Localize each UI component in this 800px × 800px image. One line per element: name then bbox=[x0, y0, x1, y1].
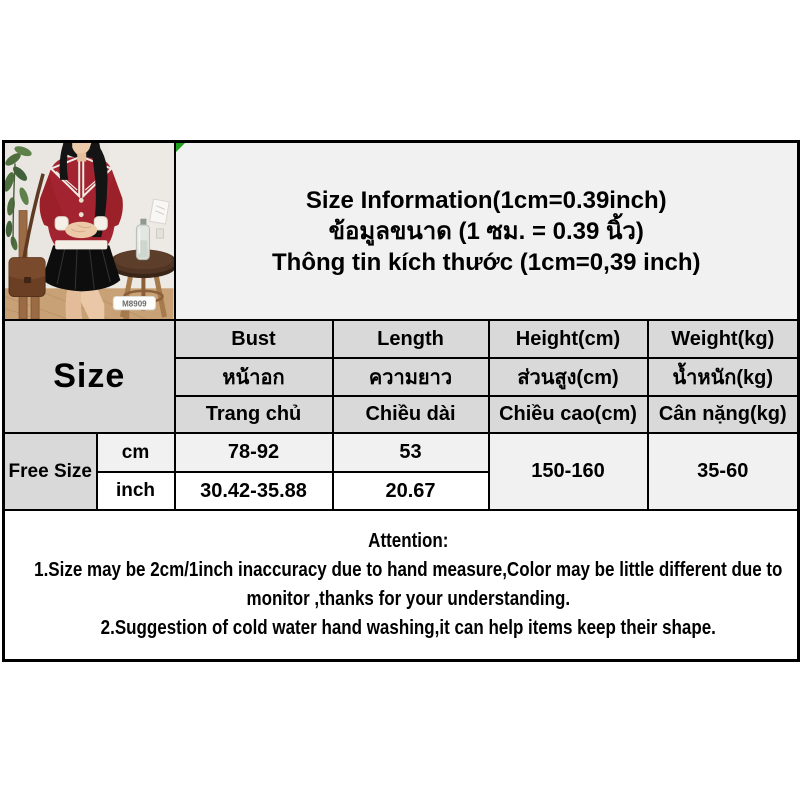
model-neck bbox=[77, 153, 86, 161]
black-skirt bbox=[42, 245, 120, 291]
unit-inch-cell: inch bbox=[97, 472, 175, 510]
cell-corner-marker-icon bbox=[176, 143, 185, 152]
title-line-thai: ข้อมูลขนาด (1 ซม. = 0.39 นิ้ว) bbox=[328, 217, 644, 245]
header-length-th: ความยาว bbox=[333, 358, 489, 396]
attention-text-block bbox=[5, 524, 799, 646]
header-height-en: Height(cm) bbox=[489, 320, 648, 358]
header-length-en: Length bbox=[333, 320, 489, 358]
unit-cm-cell: cm bbox=[97, 433, 175, 472]
height-range-value: 150-160 bbox=[489, 433, 648, 510]
product-photo bbox=[5, 143, 174, 319]
attention-note-2: 2.Suggestion of cold water hand washing,it can help items keep their shape. bbox=[100, 616, 716, 639]
header-bust-en: Bust bbox=[175, 320, 333, 358]
weight-range-value: 35-60 bbox=[648, 433, 799, 510]
size-label-cell: Size bbox=[4, 320, 175, 433]
title-cell bbox=[175, 142, 799, 321]
header-bust-vi: Trang chủ bbox=[175, 396, 333, 433]
attention-heading: Attention: bbox=[368, 529, 449, 552]
free-size-label-cell: Free Size bbox=[4, 433, 97, 510]
title-line-vietnamese: Thông tin kích thước (1cm=0,39 inch) bbox=[272, 248, 701, 276]
attention-note-1: 1.Size may be 2cm/1inch inaccuracy due to hand measure,Color may be little different due to monitor ,thanks for your understanding. bbox=[34, 558, 783, 610]
length-cm-value: 53 bbox=[333, 433, 489, 472]
bust-cm-value: 78-92 bbox=[175, 433, 333, 472]
header-bust-th: หน้าอก bbox=[175, 358, 333, 396]
watermark-tag bbox=[113, 296, 155, 309]
title-line-english: Size Information(1cm=0.39inch) bbox=[305, 186, 667, 214]
attention-cell bbox=[4, 510, 799, 660]
water-bottle bbox=[136, 219, 149, 260]
header-weight-en: Weight(kg) bbox=[648, 320, 799, 358]
product-photo-illustration bbox=[5, 143, 174, 319]
header-height-vi: Chiều cao(cm) bbox=[489, 396, 648, 433]
product-photo-cell bbox=[4, 142, 175, 321]
model-hands bbox=[65, 222, 97, 238]
bust-inch-value: 30.42-35.88 bbox=[175, 472, 333, 510]
white-waistband bbox=[55, 240, 107, 249]
shoulder-bag bbox=[9, 258, 45, 297]
size-information-table bbox=[2, 140, 800, 662]
header-weight-vi: Cân nặng(kg) bbox=[648, 396, 799, 433]
length-inch-value: 20.67 bbox=[333, 472, 489, 510]
header-weight-th: น้ำหนัก(kg) bbox=[648, 358, 799, 396]
watermark-text: M8909 bbox=[122, 299, 147, 309]
header-height-th: ส่วนสูง(cm) bbox=[489, 358, 648, 396]
header-length-vi: Chiều dài bbox=[333, 396, 489, 433]
